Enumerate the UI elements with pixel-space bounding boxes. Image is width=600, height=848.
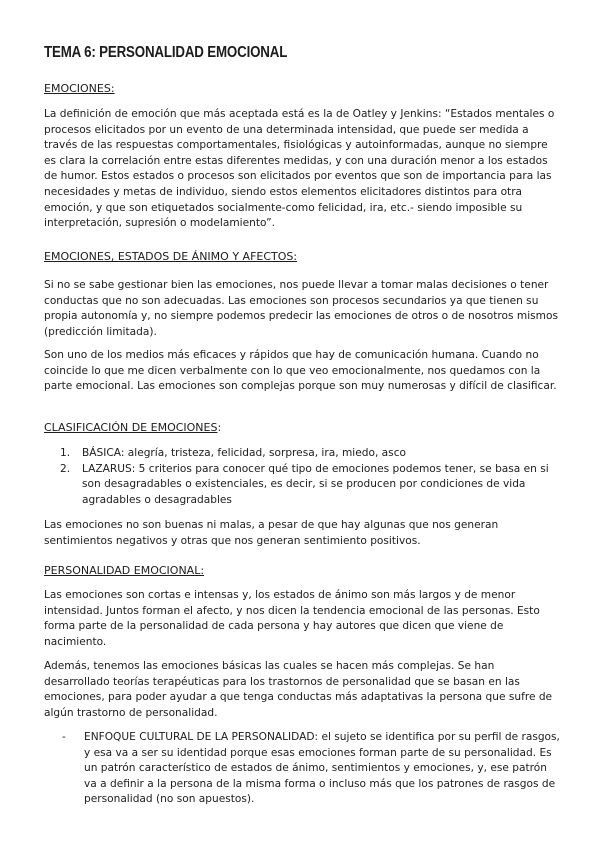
paragraph-afecto: Las emociones son cortas e intensas y, los estados de ánimo son más largos y de menor intensidad. Juntos forman el afecto, y nos dicen la tendencia emocional de las personas. Esto forma parte de la personalidad de cada persona y hay autores que dicen que viene de nacimiento. [44, 589, 540, 648]
list-item-text: BÁSICA: alegría, tristeza, felicidad, sorpresa, ira, miedo, asco [82, 447, 406, 459]
paragraph-comunicacion-humana: Son uno de los medios más eficaces y rápidos que hay de comunicación humana. Cuando no coincide lo que me dicen verbalmente con lo que veo emocionalmente, nos quedamos con la parte emocional. Las emociones son complejas porque son muy numerosas y difícil de clasificar. [44, 349, 557, 393]
paragraph-definicion-emocion: La definición de emoción que más aceptada está es la de Oatley y Jenkins: “Estados mentales o procesos elicitados por un evento de una determinada intensidad, que puede ser medida a través de las respuestas comportamentales, fisiológicas y autoinformadas, aunque no siempre es clara la correlación entre estas diferentes medidas, y con una duración menor a los estados de humor. Estos estados o procesos son elicitados por eventos que son de importancia para las necesidades y metas de individuo, siendo estos elementos elicitadores distintos para otra emoción, y que son etiquetados socialmente-como felicidad, ira, etc.- siendo imposible su interpretación, supresión o modelamiento”. [44, 108, 555, 230]
enfoque-cultural-text: ENFOQUE CULTURAL DE LA PERSONALIDAD: el sujeto se identifica por su perfil de rasgos, y esa va a ser su identidad porque esas emociones forman parte de su personalidad. Es un patrón característico de estados de ánimo, sentimientos y emociones, y, ese patrón va a definir a la persona de la misma forma o incluso más que los patrones de rasgos de personalidad (no son apuestos). [84, 731, 560, 806]
paragraph-emociones-buenas-malas: Las emociones no son buenas ni malas, a pesar de que hay algunas que nos generan sentimientos negativos y otras que nos generan sentimiento positivos. [44, 519, 499, 547]
enfoque-cultural-item [62, 730, 560, 808]
section-heading-estados-animo: EMOCIONES, ESTADOS DE ÁNIMO Y AFECTOS: [44, 250, 298, 263]
section-heading-personalidad: PERSONALIDAD EMOCIONAL: [44, 564, 205, 577]
clasificacion-heading-text: CLASIFICACIÓN DE EMOCIONES [44, 421, 218, 434]
dash-bullet: - [62, 731, 66, 743]
list-item [60, 462, 560, 509]
clasificacion-heading-colon: : [217, 421, 222, 434]
list-item-text: LAZARUS: 5 criterios para conocer qué tipo de emociones podemos tener, se basa en si son desagradables o existenciales, es decir, si se producen por condiciones de vida agradables o desagradables [82, 462, 549, 506]
list-item-number: 2. [60, 462, 71, 475]
section-heading-emociones: EMOCIONES: [44, 82, 115, 95]
clasificacion-list [60, 446, 560, 508]
list-item-number: 1. [60, 447, 71, 459]
list-item [60, 446, 560, 462]
page-title: TEMA 6: PERSONALIDAD EMOCIONAL [44, 44, 288, 61]
paragraph-gestion-emociones: Si no se sabe gestionar bien las emociones, nos puede llevar a tomar malas decisiones o tener conductas que no son adecuadas. Las emociones son procesos secundarios ya que tienen su propia autonomía y, no siempre podemos predecir las emociones de otros o de nosotros mismos (predicción limitada). [44, 279, 558, 338]
section-heading-clasificacion [44, 421, 221, 434]
paragraph-teorias-terapeuticas: Además, tenemos las emociones básicas las cuales se hacen más complejas. Se han desarrollado teorías terapéuticas para los trastornos de personalidad que se basan en las emociones, para poder ayudar a que tenga conductas más adaptativas la persona que sufre de algún trastorno de personalidad. [44, 660, 553, 719]
